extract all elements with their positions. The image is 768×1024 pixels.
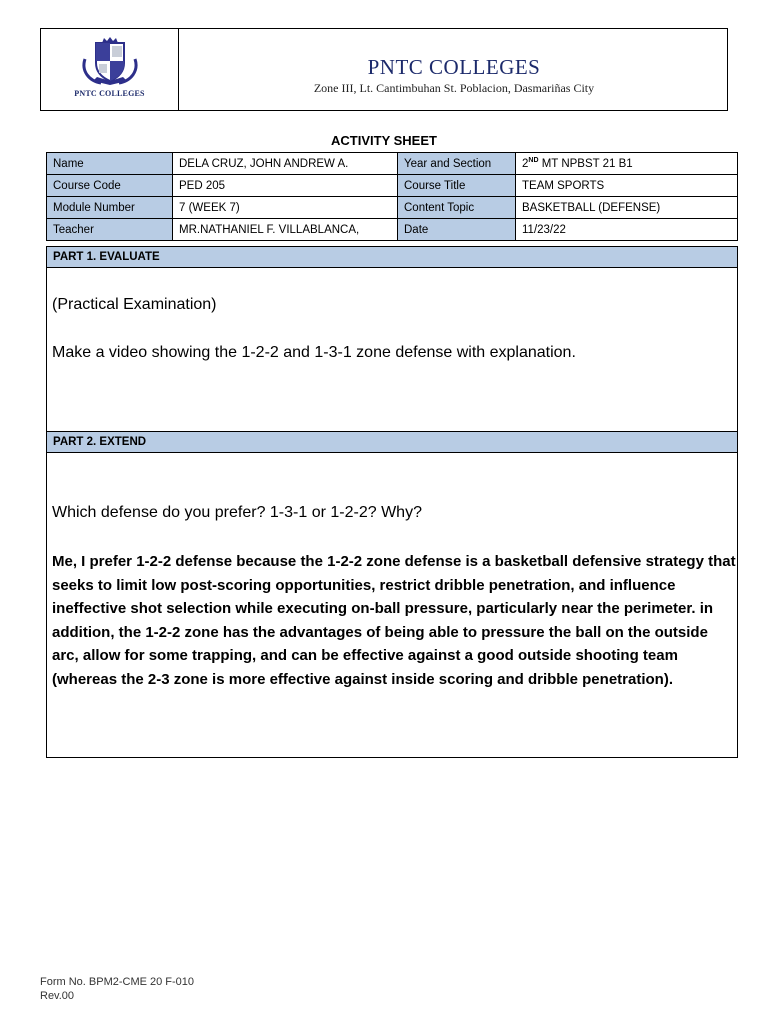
info-row-name: [47, 153, 738, 175]
logo-cell: [41, 29, 179, 110]
part2-answer: Me, I prefer 1-2-2 defense because the 1-2-2 zone defense is a basketball defensive strategy that seeks to limit low post-scoring opportunities, restrict dribble penetration, and influence ineffective shot selection while executing on-ball pressure, particularly near the perimeter. in addition, the 1-2-2 zone has the advantages of being able to pressure the ball on the outside arc, allow for some trapping, and can be effective against a good outside shooting team (whereas the 2-3 zone is more effective against inside scoring and dribble penetration).: [52, 553, 736, 688]
logo-caption: PNTC COLLEGES: [74, 89, 145, 98]
date-label: Date: [398, 219, 516, 241]
course-code-value: PED 205: [173, 175, 398, 197]
part2-question: Which defense do you prefer? 1-3-1 or 1-2-2? Why?: [52, 504, 422, 521]
name-label: Name: [47, 153, 173, 175]
content-topic-label: Content Topic: [398, 197, 516, 219]
course-title-value: TEAM SPORTS: [516, 175, 738, 197]
course-code-label: Course Code: [47, 175, 173, 197]
info-row-module: [47, 197, 738, 219]
info-row-course: [47, 175, 738, 197]
teacher-label: Teacher: [47, 219, 173, 241]
college-address: Zone III, Lt. Cantimbuhan St. Poblacion, Dasmariñas City: [313, 81, 595, 95]
part1-line2: Make a video showing the 1-2-2 and 1-3-1 zone defense with explanation.: [52, 344, 576, 361]
revision: Rev.00: [40, 990, 75, 1002]
part1-line1: (Practical Examination): [52, 296, 217, 313]
year-section-rest: MT NPBST 21 B1: [538, 157, 633, 170]
info-row-teacher: [47, 219, 738, 241]
year-number: 2: [522, 157, 529, 170]
course-title-label: Course Title: [398, 175, 516, 197]
school-seal-logo: [71, 37, 149, 89]
module-number-value: 7 (WEEK 7): [173, 197, 398, 219]
part2-heading: PART 2. EXTEND: [46, 431, 738, 453]
form-number: Form No. BPM2-CME 20 F-010: [40, 976, 195, 988]
teacher-value: MR.NATHANIEL F. VILLABLANCA,: [173, 219, 398, 241]
college-name: PNTC COLLEGES: [367, 55, 541, 79]
info-table: [46, 152, 738, 241]
year-section-label: Year and Section: [398, 153, 516, 175]
name-value: DELA CRUZ, JOHN ANDREW A.: [173, 153, 398, 175]
date-value: 11/23/22: [516, 219, 738, 241]
sheet-title: ACTIVITY SHEET: [331, 133, 437, 148]
module-number-label: Module Number: [47, 197, 173, 219]
form-footer: [40, 975, 194, 1003]
school-header: [40, 28, 728, 111]
year-section-value: [516, 153, 738, 175]
content-topic-value: BASKETBALL (DEFENSE): [516, 197, 738, 219]
year-ordinal: ND: [528, 157, 539, 165]
part1-heading: PART 1. EVALUATE: [46, 246, 738, 268]
